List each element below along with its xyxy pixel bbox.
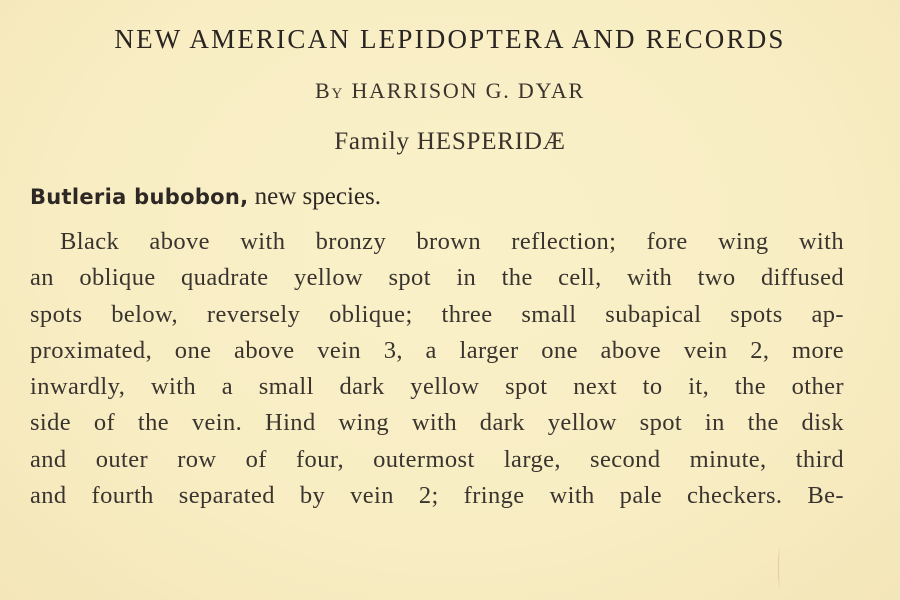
description-line: an oblique quadrate yellow spot in the cell, with two diffused (30, 264, 844, 292)
description-line: Black above with bronzy brown reflection; fore wing with (60, 228, 844, 255)
species-heading (30, 183, 381, 211)
description-line: proximated, one above vein 3, a larger one above vein 2, more (30, 336, 844, 364)
species-name: Butleria bubobon, (30, 185, 249, 209)
description-line: spots below, reversely oblique; three small subapical spots ap- (30, 300, 844, 328)
species-note: new species. (254, 183, 381, 210)
page-crease-mark (778, 548, 782, 588)
article-title: NEW AMERICAN LEPIDOPTERA AND RECORDS (114, 24, 786, 54)
author-name: HARRISON G. DYAR (351, 78, 585, 103)
family-heading: Family HESPERIDÆ (334, 128, 566, 155)
description-line: and fourth separated by vein 2; fringe with pale checkers. Be- (30, 482, 844, 510)
description-line: and outer row of four, outermost large, second minute, third (30, 445, 844, 473)
species-description (30, 224, 844, 514)
author-byline (0, 78, 900, 104)
byline-prefix: By (315, 78, 345, 103)
description-line: inwardly, with a small dark yellow spot next to it, the other (30, 373, 844, 401)
description-line: side of the vein. Hind wing with dark yellow spot in the disk (30, 409, 844, 437)
